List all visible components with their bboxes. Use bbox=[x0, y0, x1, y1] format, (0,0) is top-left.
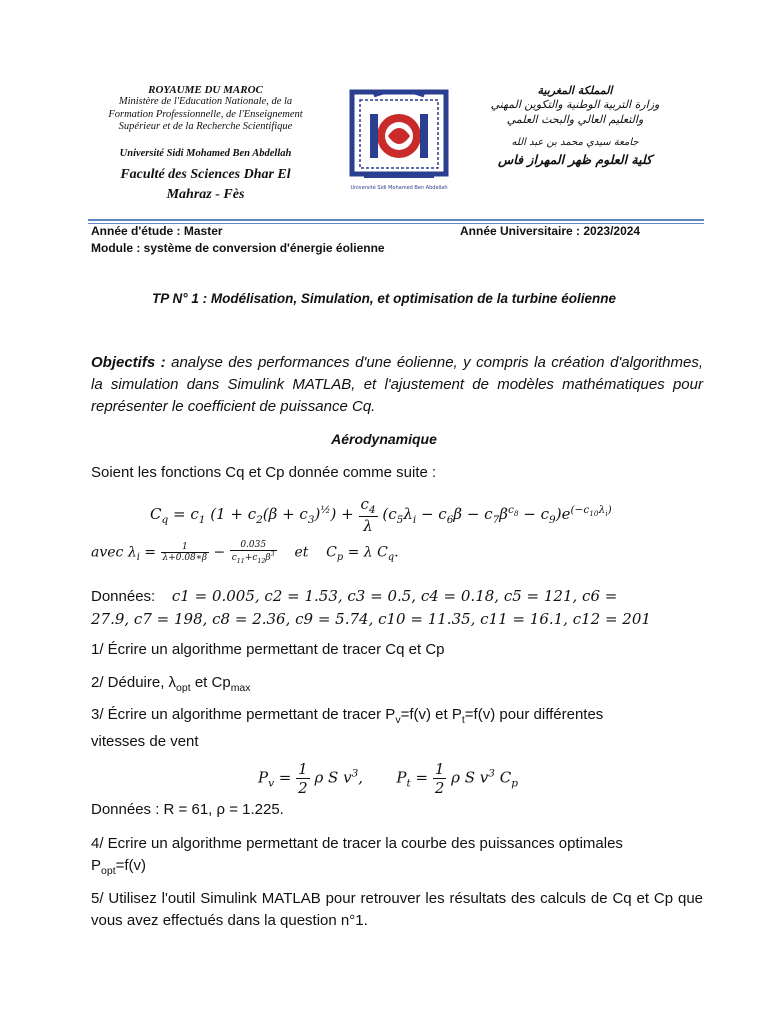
constants-line: c1 = 0.005, c2 = 1.53, c3 = 0.5, c4 = 0.18, c5 = 121, c6 = bbox=[171, 587, 618, 605]
data-r-rho: Données : R = 61, ρ = 1.225. bbox=[91, 801, 284, 818]
module-name: Module : système de conversion d'énergie éolienne bbox=[91, 241, 385, 255]
q3-text: vitesses de vent bbox=[91, 733, 199, 750]
ministry-line-ar: وزارة التربية الوطنية والتكوين المهني bbox=[490, 98, 660, 111]
objectives-text: analyse des performances d'une éolienne, y compris la création d'algorithmes, la simulation dans Simulink MATLAB, et l'ajustement de modèles mathématiques pour représenter le coefficient de puissance Cq. bbox=[91, 354, 703, 415]
q3-text: 3/ Écrire un algorithme permettant de tracer P bbox=[91, 706, 396, 723]
q4-sub: opt bbox=[101, 865, 116, 877]
q2-text: et Cp bbox=[190, 674, 231, 691]
q4-text: =f(v) bbox=[115, 857, 147, 874]
study-year: Année d'étude : Master bbox=[91, 224, 223, 238]
question-2 bbox=[91, 672, 703, 699]
q3-text: =f(v) et P bbox=[400, 706, 462, 723]
ministry-line: Formation Professionnelle, de l'Enseignement bbox=[108, 108, 303, 120]
ministry-line: Ministère de l'Education Nationale, de la bbox=[118, 96, 293, 107]
q2-sub: max bbox=[230, 682, 251, 694]
header-french bbox=[98, 84, 313, 205]
logo-caption: Université Sidi Mohamed Ben Abdellah bbox=[350, 185, 448, 191]
divider bbox=[88, 219, 704, 221]
question-1: 1/ Écrire un algorithme permettant de tracer Cq et Cp bbox=[91, 641, 445, 658]
university-name: Université Sidi Mohamed Ben Abdellah bbox=[119, 147, 292, 159]
ministry-line: Supérieur et de la Recherche Scientifique bbox=[118, 121, 293, 132]
objectives-label: Objectifs : bbox=[91, 354, 166, 371]
constants-block bbox=[91, 585, 703, 631]
university-name-ar: جامعة سيدي محمد بن عبد الله bbox=[511, 137, 639, 148]
constants-label: Données: bbox=[91, 588, 156, 605]
question-5: 5/ Utilisez l'outil Simulink MATLAB pour retrouver les résultats des calculs de Cq et Cp que vous avez effectués dans la question n°1. bbox=[91, 890, 703, 929]
faculty-line: Mahraz - Fès bbox=[166, 186, 245, 202]
q4-text: 4/ Ecrire un algorithme permettant de tracer la courbe des puissances optimales bbox=[91, 835, 623, 852]
q3-sub: t bbox=[461, 714, 465, 726]
section-title: Aérodynamique bbox=[331, 431, 437, 447]
equation-power: $P_v$ = $\frac{1}{2}$ ρ S $v^3$, $P_t$ = $\frac{1}{2}$ ρ S $v^3$ $C_p$ bbox=[258, 760, 518, 797]
header-arabic bbox=[470, 84, 680, 167]
kingdom-name-ar: المملكة المغربية bbox=[537, 84, 613, 97]
objectives-paragraph bbox=[91, 352, 703, 418]
q4-text: P bbox=[91, 857, 102, 874]
equation-cq: $C_q = c_1$ $(1 + c_2(\beta + c_3)^{\frac{1}{2}})$ + $\frac{c_4}{\lambda}$ $(c_5\lambda_i - c_6\beta - c_7\beta^{c_8} - c_9)e^{(-c_{10}\lambda_i)}$ bbox=[150, 495, 612, 535]
kingdom-name: ROYAUME DU MAROC bbox=[148, 84, 263, 96]
q3-text: =f(v) pour différentes bbox=[464, 706, 604, 723]
q2-text: 2/ Déduire, λ bbox=[91, 674, 177, 691]
university-logo bbox=[344, 84, 454, 204]
faculty-name bbox=[98, 165, 313, 205]
intro-text: Soient les fonctions Cq et Cp donnée comme suite : bbox=[91, 464, 437, 481]
faculty-line: Faculté des Sciences Dhar El bbox=[120, 166, 291, 182]
question-4 bbox=[91, 833, 703, 882]
q3-sub: v bbox=[395, 714, 401, 726]
equation-lambda-cp: avec $\lambda_i$ = $\frac{1}{\lambda+0.08∗\beta}$ − $\frac{0.035}{c_{11}+c_{12}\beta^3}$ et $C_p = \lambda$ $C_q$. bbox=[91, 540, 399, 565]
ministry-line-ar: والتعليم العالي والبحث العلمي bbox=[506, 113, 644, 126]
faculty-name-ar: كلية العلوم ظهر المهراز فاس bbox=[498, 152, 652, 167]
q2-sub: opt bbox=[176, 682, 191, 694]
question-3 bbox=[91, 704, 703, 753]
academic-year: Année Universitaire : 2023/2024 bbox=[460, 224, 641, 238]
page-title: TP N° 1 : Modélisation, Simulation, et optimisation de la turbine éolienne bbox=[152, 291, 616, 306]
constants-line: 27.9, c7 = 198, c8 = 2.36, c9 = 5.74, c10 = 11.35, c11 = 16.1, c12 = 201 bbox=[91, 610, 651, 628]
